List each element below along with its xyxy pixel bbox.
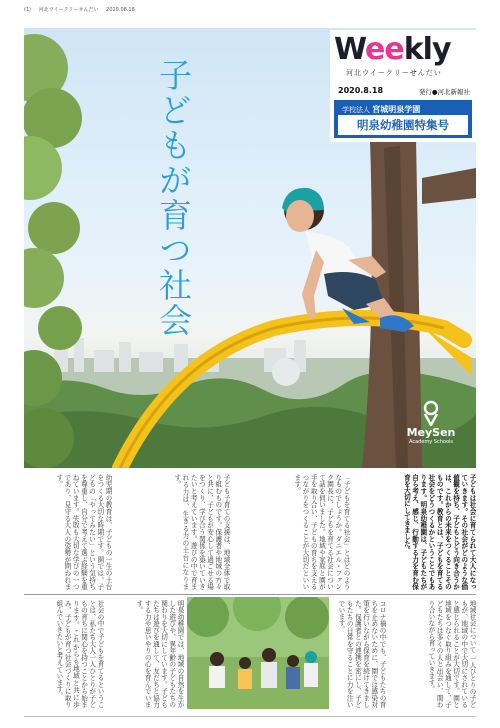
masthead	[330, 30, 476, 142]
meysen-logo	[398, 400, 464, 452]
masthead-subtitle: 河北ウイークリーせんだい	[346, 69, 442, 77]
kindergarten-illustration	[187, 597, 329, 709]
school-corp-prefix: 学校法人	[342, 106, 370, 114]
meysen-name: MeySen	[406, 426, 456, 439]
paper-name: 河北ウイークリーせんだい	[38, 7, 99, 13]
headline: 子どもが育つ社会	[154, 58, 193, 338]
meysen-sub: Academy Schools	[408, 439, 454, 445]
article-col-3: 子ども子育ての支援は、地域全体で取り組むものです。保護者や地域の方々と共に、子どもが安心して過ごせる場をつくり、学び合う関係を築いていきたいと考えています。遊びの中で育まれる力は、生きる力の土台になります。	[172, 474, 230, 590]
special-label-box	[338, 115, 468, 135]
article-col-2: 「子どもを育てる社会」とはどのようなものでしょうか。ダニエル・ファンク園長に、子どもを育てる社会について話を伺いました。地域や家庭と園が手を取り合い、子どもの育ちを支えるつながりをつくることが大切だといいます。	[292, 474, 350, 590]
weekly-logo	[334, 32, 451, 67]
article-col-4: 幼児期の教育は、子どもの一生の土台をつくる大切な時期です。園では、子どもの「やってみたい」という気持ちを尊重し、自分で考えて選ぶ経験を重ねています。失敗も大切な学びの一つであり、見守る大人の姿勢が問われます。	[54, 474, 112, 590]
article-col-1: 子どもは社会に育てられて大人になっていきます。その社会がどのような価値観を持ち、子どもとどう向き合うかは、これからの未来をつくることそのものです。教育とは、子どもを育てる社会をどうつくるかということでもあります。明泉幼稚園は、子どもたちが自ら考え、感じ、行動する力を育む保育を大切にしてきました。	[402, 474, 476, 590]
article-col-5: 地域社会について 一人ひとりの子どもが、地域の中で大切にされていると感じられることが大切です。園と地域をつなぐ取り組みを通して、子どもたちは多くの人と出会い、関わり合いながら育っていきます。	[426, 600, 476, 708]
article-divider	[24, 594, 476, 595]
special-issue-title: 明泉幼稚園特集号	[357, 118, 449, 132]
issue-date: 2020.08.18	[106, 7, 135, 13]
school-corp-name: 宮城明泉学園	[372, 105, 421, 114]
publisher: 発行●河北新報社	[418, 88, 470, 96]
kindergarten-photo	[187, 597, 329, 709]
article-col-8: 社会の中で子どもを育てるということは、私たち大人一人ひとりが子どもの育ちに関心を持つことから始まります。これからも地域と共に歩み、子どもが育つ社会づくりに取り組んでいきたいと考えています。	[54, 600, 104, 708]
school-corp	[342, 104, 420, 115]
logo-suffix: kly	[403, 32, 451, 67]
article-col-6: コロナ禍の中でも、子どもたちの育ちを止めないために、園では感染対策を行いながら保育を続けてきました。保護者との連携を密にし、子どもたちの日常を守ることに力を注いでいます。	[336, 600, 386, 708]
article-col-7: 明泉幼稚園では、地域の自然を生かした遊びや、異年齢の子どもたちの関わりを大切にしています。子どもたちは遊びを通して、友だちと協力する力や思いやりの心を育んでいます。	[134, 600, 184, 708]
masthead-date: 2020.8.18	[338, 86, 384, 95]
logo-ee: ee	[365, 32, 404, 67]
meysen-mark-icon	[420, 400, 442, 426]
bottom-rule	[24, 716, 476, 717]
school-banner	[334, 100, 472, 138]
logo-prefix: W	[334, 32, 366, 67]
page-number: (1)	[24, 7, 32, 13]
running-header	[24, 6, 141, 13]
